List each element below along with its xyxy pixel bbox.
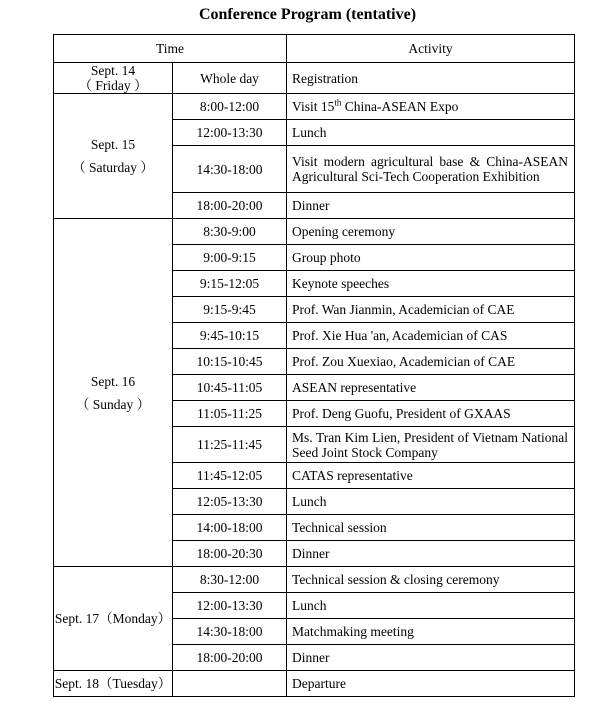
time-cell: 8:30-9:00 bbox=[173, 219, 287, 245]
table-row bbox=[54, 94, 575, 120]
activity-text: Visit 15 bbox=[292, 99, 335, 114]
time-cell: 12:00-13:30 bbox=[173, 120, 287, 146]
activity-cell: Lunch bbox=[287, 489, 575, 515]
day-date: Sept. 18（Tuesday） bbox=[54, 676, 172, 691]
day-weekday: （ Friday ） bbox=[78, 78, 148, 93]
time-cell: 9:15-12:05 bbox=[173, 271, 287, 297]
day-date: Sept. 15 bbox=[90, 137, 136, 152]
time-cell: 11:45-12:05 bbox=[173, 463, 287, 489]
activity-cell: Technical session & closing ceremony bbox=[287, 567, 575, 593]
activity-cell: Dinner bbox=[287, 193, 575, 219]
time-cell: Whole day bbox=[173, 63, 287, 94]
activity-cell: Prof. Xie Hua 'an, Academician of CAS bbox=[287, 323, 575, 349]
time-cell: 9:00-9:15 bbox=[173, 245, 287, 271]
time-cell: 14:00-18:00 bbox=[173, 515, 287, 541]
activity-cell: Departure bbox=[287, 671, 575, 697]
time-cell: 8:30-12:00 bbox=[173, 567, 287, 593]
time-header: Time bbox=[54, 35, 287, 63]
page-title: Conference Program (tentative) bbox=[198, 6, 417, 23]
activity-cell: Keynote speeches bbox=[287, 271, 575, 297]
day-cell-sept-17 bbox=[54, 567, 173, 671]
activity-cell: Ms. Tran Kim Lien, President of Vietnam National Seed Joint Stock Company bbox=[287, 427, 575, 463]
activity-cell: Lunch bbox=[287, 120, 575, 146]
activity-header: Activity bbox=[287, 35, 575, 63]
activity-cell: Dinner bbox=[287, 645, 575, 671]
time-cell: 18:00-20:00 bbox=[173, 193, 287, 219]
time-cell: 10:15-10:45 bbox=[173, 349, 287, 375]
table-row bbox=[54, 567, 575, 593]
activity-cell: Technical session bbox=[287, 515, 575, 541]
activity-cell: ASEAN representative bbox=[287, 375, 575, 401]
activity-cell: Group photo bbox=[287, 245, 575, 271]
activity-text: China-ASEAN Expo bbox=[341, 99, 459, 114]
day-date: Sept. 14 bbox=[90, 63, 136, 78]
day-cell-sept-15 bbox=[54, 94, 173, 219]
day-date: Sept. 17（Monday） bbox=[54, 611, 172, 626]
time-cell: 12:00-13:30 bbox=[173, 593, 287, 619]
time-cell: 11:25-11:45 bbox=[173, 427, 287, 463]
activity-cell: Visit modern agricultural base & China-ASEAN Agricultural Sci-Tech Cooperation Exhibition bbox=[287, 146, 575, 193]
activity-cell: Registration bbox=[287, 63, 575, 94]
time-cell: 14:30-18:00 bbox=[173, 146, 287, 193]
table-row bbox=[54, 219, 575, 245]
activity-cell: Prof. Zou Xuexiao, Academician of CAE bbox=[287, 349, 575, 375]
header-row bbox=[54, 35, 575, 63]
time-cell: 14:30-18:00 bbox=[173, 619, 287, 645]
activity-cell: Dinner bbox=[287, 541, 575, 567]
program-table bbox=[53, 34, 575, 697]
time-cell: 10:45-11:05 bbox=[173, 375, 287, 401]
activity-cell: Opening ceremony bbox=[287, 219, 575, 245]
activity-cell: Matchmaking meeting bbox=[287, 619, 575, 645]
day-weekday: （ Saturday ） bbox=[72, 160, 154, 175]
time-cell: 12:05-13:30 bbox=[173, 489, 287, 515]
time-cell: 11:05-11:25 bbox=[173, 401, 287, 427]
day-weekday: （ Sunday ） bbox=[75, 396, 151, 412]
time-cell bbox=[173, 671, 287, 697]
time-cell: 9:45-10:15 bbox=[173, 323, 287, 349]
table-row bbox=[54, 671, 575, 697]
time-cell: 9:15-9:45 bbox=[173, 297, 287, 323]
day-date: Sept. 16 bbox=[90, 373, 136, 389]
activity-cell bbox=[287, 94, 575, 120]
time-cell: 18:00-20:30 bbox=[173, 541, 287, 567]
day-cell-sept-18 bbox=[54, 671, 173, 697]
table-row bbox=[54, 63, 575, 94]
time-cell: 8:00-12:00 bbox=[173, 94, 287, 120]
time-cell: 18:00-20:00 bbox=[173, 645, 287, 671]
activity-cell: CATAS representative bbox=[287, 463, 575, 489]
day-cell-sept-16 bbox=[54, 219, 173, 567]
ordinal-suffix: th bbox=[334, 97, 342, 108]
activity-cell: Prof. Wan Jianmin, Academician of CAE bbox=[287, 297, 575, 323]
activity-cell: Prof. Deng Guofu, President of GXAAS bbox=[287, 401, 575, 427]
activity-cell: Lunch bbox=[287, 593, 575, 619]
day-cell-sept-14 bbox=[54, 63, 173, 94]
